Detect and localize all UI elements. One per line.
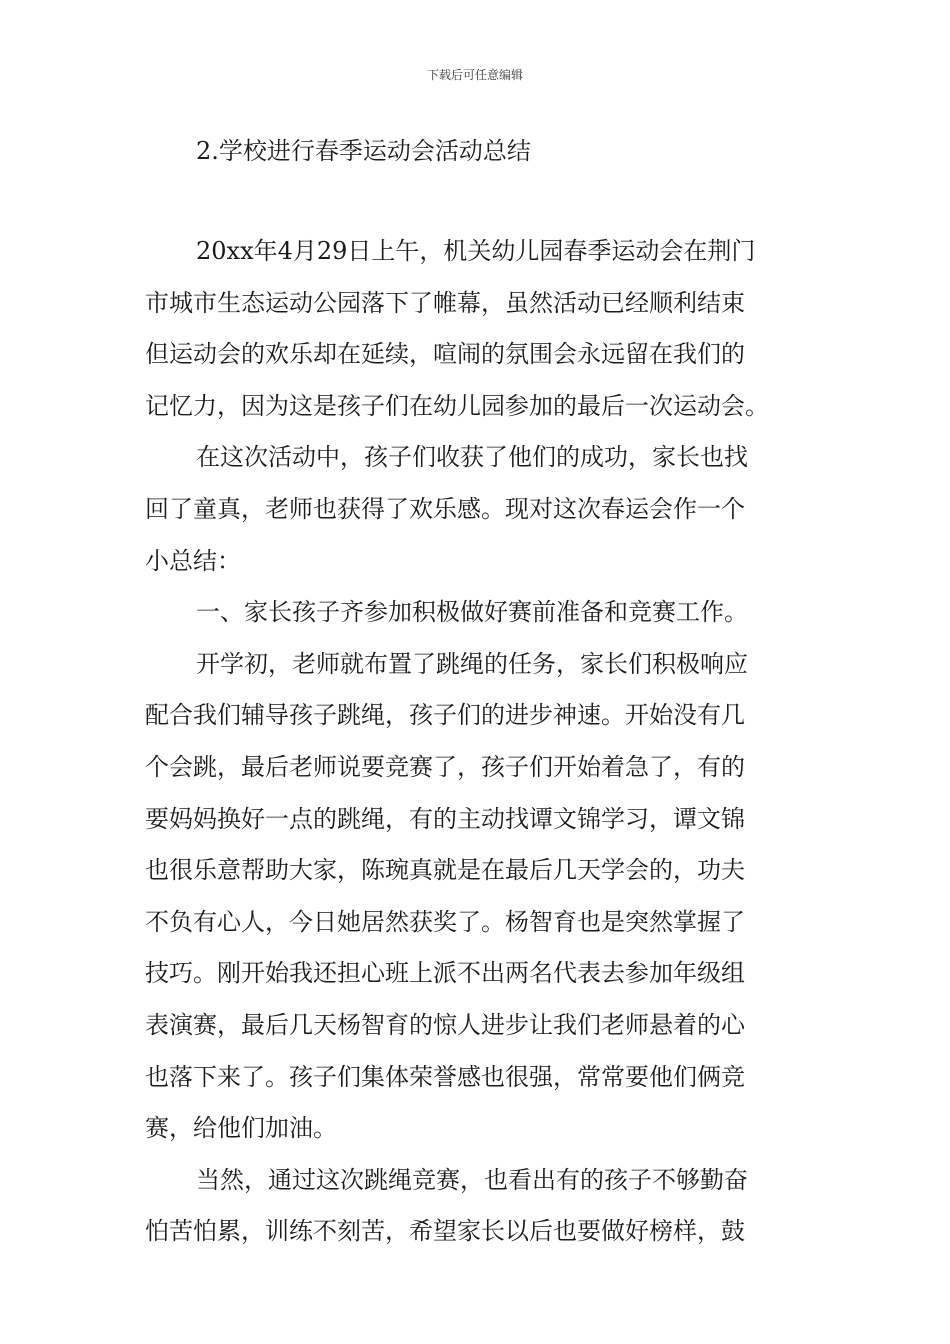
header-note: 下载后可任意编辑 (426, 68, 523, 82)
body-line: 但运动会的欢乐却在延续，喧闹的氛围会永远留在我们的 (145, 340, 745, 369)
document-title: 2.学校进行春季运动会活动总结 (196, 137, 531, 165)
body-line: 赛，给他们加油。 (145, 1114, 337, 1143)
body-line: 回了童真，老师也获得了欢乐感。现对这次春运会作一个 (145, 494, 745, 523)
body-line: 不负有心人，今日她居然获奖了。杨智育也是突然掌握了 (145, 907, 745, 936)
body-line: 开学初，老师就布置了跳绳的任务，家长们积极响应 (196, 649, 748, 678)
document-body (145, 231, 805, 1263)
body-line: 小总结： (145, 546, 241, 575)
body-line: 技巧。刚开始我还担心班上派不出两名代表去参加年级组 (145, 959, 745, 988)
body-line: 市城市生态运动公园落下了帷幕，虽然活动已经顺利结束 (145, 288, 745, 317)
body-line: 表演赛，最后几天杨智育的惊人进步让我们老师悬着的心 (145, 1010, 745, 1039)
body-line: 个会跳，最后老师说要竞赛了，孩子们开始着急了，有的 (145, 752, 745, 781)
body-line: 怕苦怕累，训练不刻苦，希望家长以后也要做好榜样，鼓 (145, 1217, 745, 1246)
body-line: 在这次活动中，孩子们收获了他们的成功，家长也找 (196, 443, 748, 472)
body-line: 一、家长孩子齐参加积极做好赛前准备和竞赛工作。 (196, 598, 748, 627)
body-line: 配合我们辅导孩子跳绳，孩子们的进步神速。开始没有几 (145, 701, 745, 730)
body-line: 记忆力，因为这是孩子们在幼儿园参加的最后一次运动会。 (145, 391, 769, 420)
body-line: 也很乐意帮助大家，陈琬真就是在最后几天学会的，功夫 (145, 856, 745, 885)
body-line: 20xx年4月29日上午，机关幼儿园春季运动会在荆门 (196, 237, 756, 265)
body-line: 要妈妈换好一点的跳绳，有的主动找谭文锦学习，谭文锦 (145, 804, 745, 833)
body-line: 也落下来了。孩子们集体荣誉感也很强，常常要他们俩竞 (145, 1062, 745, 1091)
body-line: 当然，通过这次跳绳竞赛，也看出有的孩子不够勤奋 (196, 1165, 748, 1194)
